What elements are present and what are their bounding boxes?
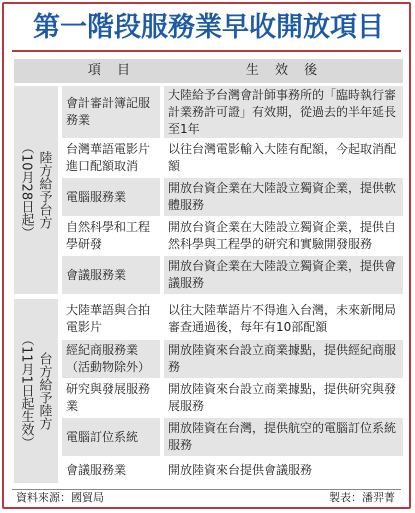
row-item: 會議服務業 — [66, 462, 127, 477]
row-item: 大陸華語與合拍電影片 — [66, 303, 151, 334]
row-effect: 開放台資企業在大陸設立獨資企業，提供自然科學與工程學的研究和實驗開發服務 — [168, 220, 397, 251]
row-effect: 開放陸資在台灣，提供航空的電腦訂位系統服務 — [164, 418, 403, 456]
group-region-label: 陸方給予台方 — [36, 151, 52, 229]
row-effect: 開放陸資來台提供會議服務 — [168, 462, 313, 477]
header-effect-column: 生 效 後 — [245, 63, 324, 78]
row-item: 台灣華語電影片進口配額取消 — [66, 142, 151, 173]
table-row — [62, 256, 403, 294]
group-label — [14, 299, 58, 483]
table-row — [62, 178, 403, 216]
row-effect: 開放台資企業在大陸設立獨資企業，提供會議服務 — [164, 256, 403, 294]
row-effect: 以往台灣電影輸入大陸有配額，今起取消配額 — [168, 142, 397, 173]
table-row — [62, 340, 403, 378]
table-row — [62, 379, 403, 417]
row-item: 研究與發展服務業 — [66, 382, 151, 413]
row-item: 電腦服務業 — [62, 178, 160, 216]
row-item: 自然科學和工程學研發 — [66, 220, 151, 251]
group-region-label: 台方給予陸方 — [36, 351, 52, 430]
author-note: 製表：潘羿菁 — [329, 491, 395, 504]
row-item: 會計審計簿記服務業 — [62, 86, 160, 138]
table-row — [62, 86, 403, 138]
group-date-label: （10月28日起） — [18, 140, 34, 240]
header-item-column: 項 目 — [87, 63, 137, 78]
table-row — [62, 457, 403, 483]
table-row — [62, 418, 403, 456]
row-effect: 大陸給予台灣會計師事務所的「臨時執行審計業務許可證」有效期，從過去的半年延長至1年 — [164, 86, 403, 138]
title-divider — [12, 50, 401, 52]
row-item: 經紀商服務業（活動物除外） — [62, 340, 160, 378]
table-row — [62, 299, 403, 339]
table-frame — [2, 2, 411, 509]
row-effect: 開放台資企業在大陸設立獨資企業，提供軟體服務 — [164, 178, 403, 216]
row-effect: 以往大陸華語片不得進入台灣，未來新聞局審查通過後，每年有10部配額 — [168, 303, 397, 334]
group-label — [14, 86, 58, 294]
footer-divider — [12, 489, 401, 490]
group-date-label: （11月1日起生效） — [18, 333, 34, 449]
row-item: 會議服務業 — [62, 256, 160, 294]
row-item: 電腦訂位系統 — [62, 418, 160, 456]
group-mainland-to-taiwan — [14, 86, 58, 294]
table-row — [62, 217, 403, 255]
row-effect: 開放陸資來台設立商業據點，提供研究與發展服務 — [168, 382, 397, 413]
table-header — [14, 59, 403, 83]
group-taiwan-to-mainland — [14, 299, 58, 483]
row-effect: 開放陸資來台設立商業據點，提供經紀商服務 — [164, 340, 403, 378]
table-row — [62, 139, 403, 177]
page-title: 第一階段服務業早收開放項目 — [33, 12, 384, 43]
source-note: 資料來源：國貿局 — [16, 491, 104, 504]
